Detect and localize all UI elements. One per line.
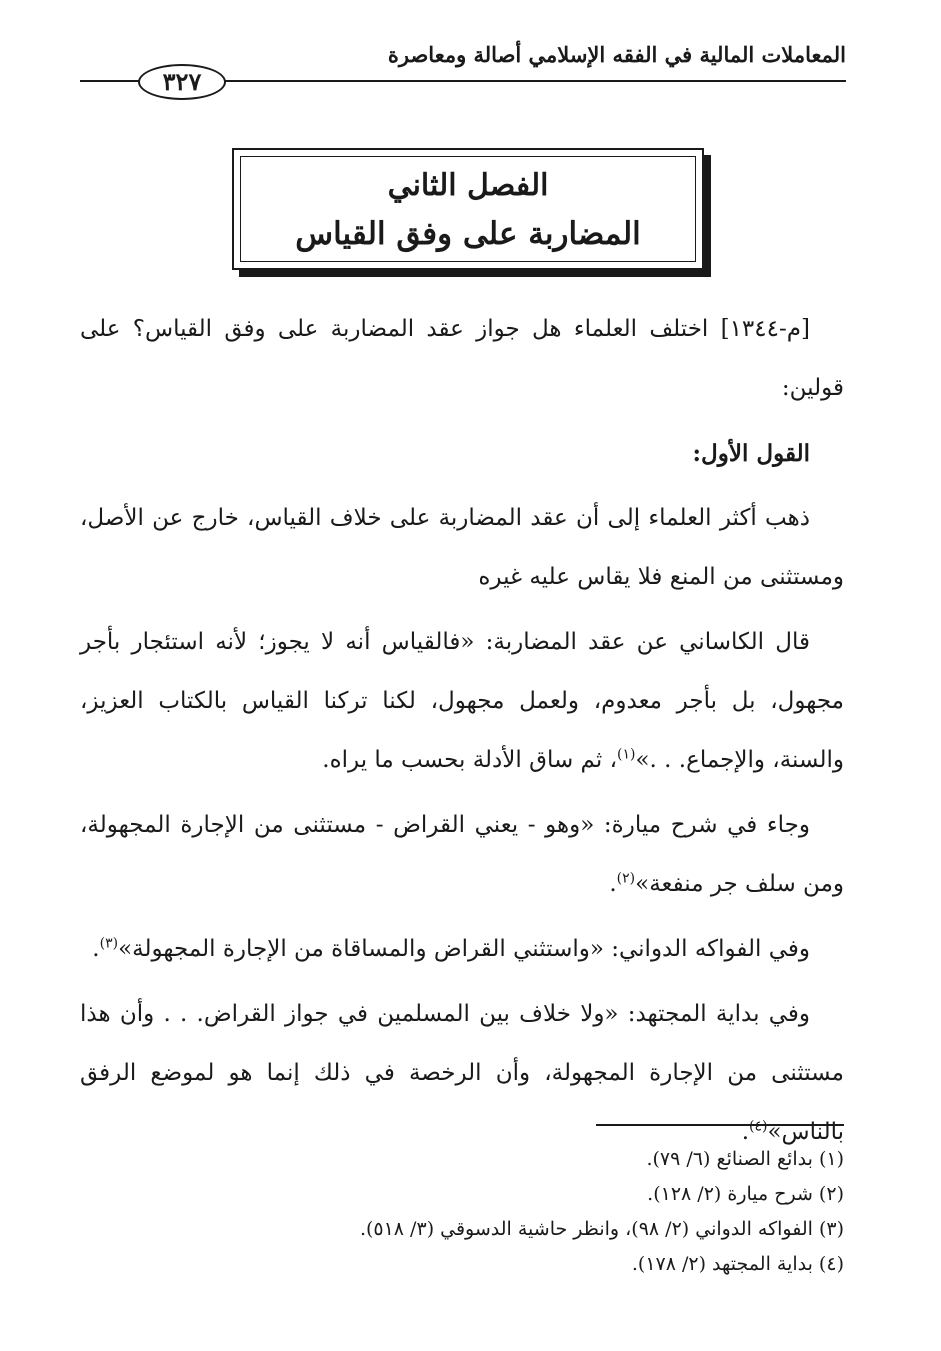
footnote-ref[interactable]: (٤): [749, 1118, 768, 1135]
footnote-ref[interactable]: (٣): [99, 935, 119, 952]
body-text: [80, 300, 844, 1168]
section-heading: القول الأول:: [692, 440, 810, 467]
quote-text: وجاء في شرح ميارة: «وهو - يعني القراض - مستثنى من الإجارة المجهولة، ومن سلف جر منفعة»: [80, 812, 844, 897]
quote-text: وفي الفواكه الدواني: «واستثني القراض والمساقاة من الإجارة المجهولة»: [118, 936, 810, 962]
chapter-title: الفصل الثاني: [387, 168, 549, 203]
paragraph-fawakih: [80, 920, 844, 979]
paragraph-kasani: [80, 613, 844, 790]
footnote-rule: [596, 1124, 844, 1126]
running-header-title: المعاملات المالية في الفقه الإسلامي أصالة ومعاصرة: [387, 42, 846, 67]
footnote-ref[interactable]: (٢): [616, 870, 636, 887]
paragraph-intro: [م-١٣٤٤] اختلف العلماء هل جواز عقد المضاربة على وفق القياس؟ على قولين:: [80, 316, 844, 401]
quote-text: وفي بداية المجتهد: «ولا خلاف بين المسلمين في جواز القراض. . . وأن هذا مستثنى من الإجارة المجهولة، وأن الرخصة في ذلك إنما هو لموضع الرفق بالناس»: [80, 1001, 844, 1145]
footnote-item: (٤) بداية المجتهد (٢/ ١٧٨).: [631, 1253, 844, 1275]
footnote-ref[interactable]: (١): [617, 746, 636, 763]
footnote-item: (٣) الفواكه الدواني (٢/ ٩٨)، وانظر حاشية الدسوقي (٣/ ٥١٨).: [359, 1218, 844, 1240]
footnote-item: (١) بدائع الصنائع (٦/ ٧٩).: [646, 1148, 844, 1170]
footnote-item: (٢) شرح ميارة (٢/ ١٢٨).: [647, 1183, 844, 1205]
quote-tail: .: [609, 871, 617, 897]
quote-tail: .: [741, 1119, 750, 1145]
quote-tail: ، ثم ساق الأدلة بحسب ما يراه.: [322, 747, 617, 773]
footnotes: [80, 1142, 844, 1282]
paragraph-first-opinion: ذهب أكثر العلماء إلى أن عقد المضاربة على خلاف القياس، خارج عن الأصل، ومستثنى من المنع فلا يقاس عليه غيره: [80, 505, 844, 590]
quote-tail: .: [92, 936, 100, 962]
paragraph-mayyara: [80, 796, 844, 914]
chapter-title-box: [232, 148, 704, 270]
quote-text: قال الكاساني عن عقد المضاربة: «فالقياس أنه لا يجوز؛ لأنه استئجار بأجر مجهول، بل بأجر معدوم، ولعمل مجهول، لكنا تركنا القياس بالكتاب العزيز، والسنة، والإجماع. . .»: [80, 629, 844, 773]
chapter-subtitle: المضاربة على وفق القياس: [295, 216, 641, 252]
page-number: ٣٢٧: [138, 64, 226, 100]
paragraph-bidaya: [80, 985, 844, 1162]
